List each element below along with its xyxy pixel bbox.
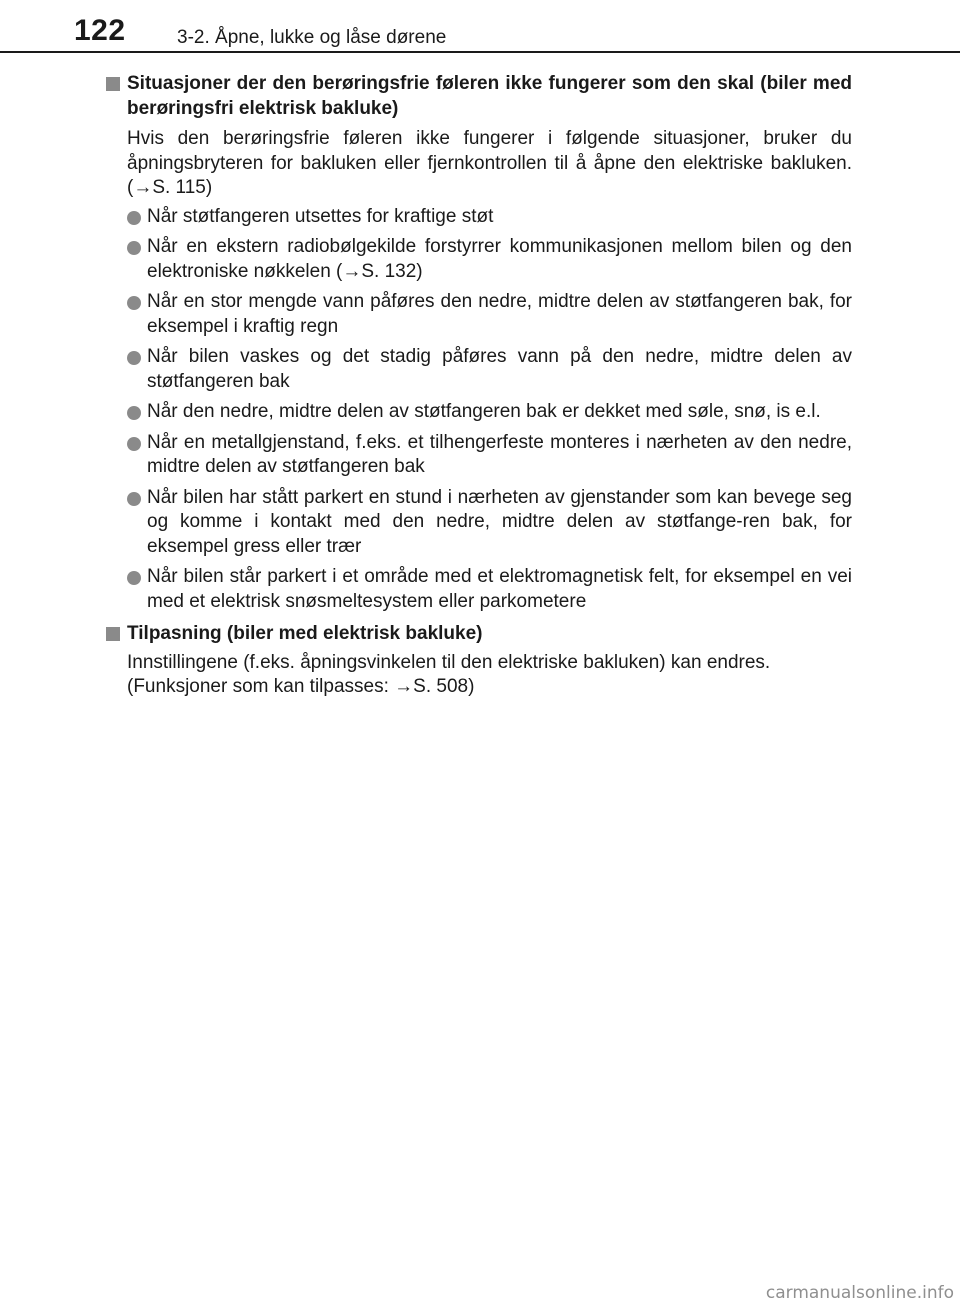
list-item xyxy=(127,235,852,284)
list-item xyxy=(127,565,852,614)
list-item-text: Når bilen har stått parkert en stund i nærheten av gjenstander som kan bevege seg og komme i kontakt med den nedre, midtre delen av støtfange-ren bak, for eksempel gress eller trær xyxy=(147,486,852,557)
list-item-text: Når en metallgjenstand, f.eks. et tilhengerfeste monteres i nærheten av den nedre, midtre delen av støtfangeren bak xyxy=(147,431,852,477)
round-bullet-icon xyxy=(127,296,141,310)
list-item-text: Når bilen vaskes og det stadig påføres vann på den nedre, midtre delen av støtfangeren bak xyxy=(147,346,852,392)
round-bullet-icon xyxy=(127,406,141,420)
section-customization xyxy=(106,622,852,700)
list-item-text: Når en ekstern radiobølgekilde forstyrrer kommunikasjonen mellom bilen og den elektroniske nøkkelen (→S. 132) xyxy=(147,236,852,282)
list-item xyxy=(127,205,852,230)
list-item-text: Når støtfangeren utsettes for kraftige støt xyxy=(147,205,494,227)
round-bullet-icon xyxy=(127,571,141,585)
round-bullet-icon xyxy=(127,211,141,225)
paragraph-line: (Funksjoner som kan tilpasses: →S. 508) xyxy=(127,676,475,697)
list-item-text: Når en stor mengde vann påføres den nedre, midtre delen av støtfangeren bak, for eksempel i kraftig regn xyxy=(147,291,852,337)
watermark: carmanualsonline.info xyxy=(765,1283,954,1303)
section-heading: Tilpasning (biler med elektrisk bakluke) xyxy=(127,623,483,644)
page-number: 122 xyxy=(74,14,126,47)
section-paragraph: Hvis den berøringsfrie føleren ikke fungerer i følgende situasjoner, bruker du åpningsbryteren for bakluken eller fjernkontrollen til å åpne den elektriske bakluken. (→S. 115) xyxy=(127,128,852,198)
round-bullet-icon xyxy=(127,437,141,451)
list-item xyxy=(127,486,852,560)
list-item xyxy=(127,400,852,425)
page-header xyxy=(0,0,960,52)
square-bullet-icon xyxy=(106,77,120,91)
section-title: 3-2. Åpne, lukke og låse dørene xyxy=(177,27,447,48)
round-bullet-icon xyxy=(127,241,141,255)
list-item-text: Når den nedre, midtre delen av støtfangeren bak er dekket med søle, snø, is e.l. xyxy=(147,401,821,422)
square-bullet-icon xyxy=(106,627,120,641)
header-rule xyxy=(0,51,960,53)
list-item xyxy=(127,431,852,480)
round-bullet-icon xyxy=(127,351,141,365)
paragraph-line: Innstillingene (f.eks. åpningsvinkelen til den elektriske bakluken) kan endres. xyxy=(127,651,771,673)
list-item xyxy=(127,345,852,394)
section-touchless-sensor xyxy=(106,72,852,614)
page-content xyxy=(106,72,852,708)
list-item-text: Når bilen står parkert i et område med et elektromagnetisk felt, for eksempel en vei med et elektrisk snøsmeltesystem eller parkometere xyxy=(147,566,852,612)
section-heading: Situasjoner der den berøringsfrie føleren ikke fungerer som den skal (biler med berøringsfri elektrisk bakluke) xyxy=(127,73,852,119)
situation-list xyxy=(127,205,852,615)
section-paragraph xyxy=(127,651,852,700)
round-bullet-icon xyxy=(127,492,141,506)
list-item xyxy=(127,290,852,339)
